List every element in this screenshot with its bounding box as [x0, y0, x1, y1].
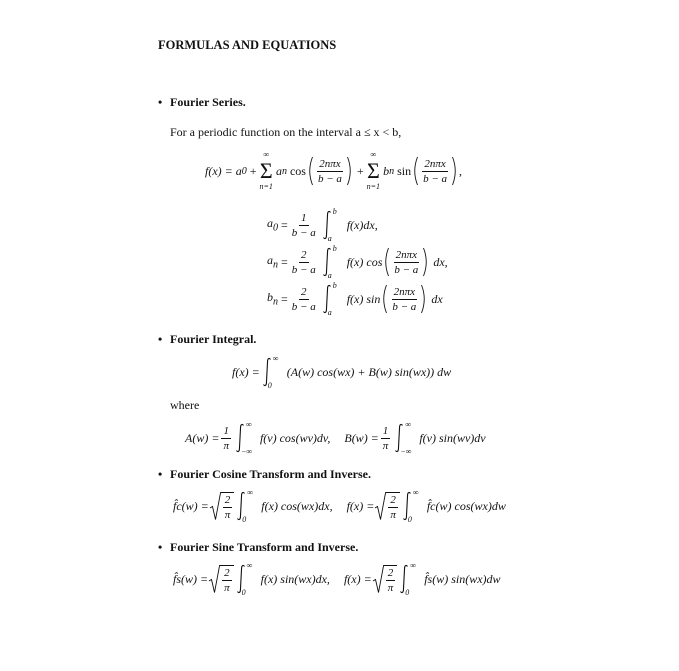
- integral-sign: [322, 244, 344, 280]
- lhs: f̂c(w) =: [173, 498, 209, 513]
- where-text: where: [170, 398, 200, 412]
- radical-icon: [208, 564, 220, 594]
- numerator: 2: [224, 567, 230, 579]
- subscript: n: [273, 259, 278, 271]
- equals: =: [281, 217, 288, 232]
- fraction: [290, 286, 318, 313]
- differential: dx,: [433, 254, 448, 269]
- plus: +: [356, 163, 364, 178]
- fraction: [421, 158, 449, 185]
- radical-icon: [374, 491, 386, 521]
- square-root: [208, 564, 234, 594]
- numerator: 2nπx: [424, 157, 446, 170]
- right-paren-glyph-icon: [422, 247, 430, 277]
- lower-limit: 0: [267, 381, 272, 390]
- square-root: [209, 491, 235, 521]
- numerator: 2nπx: [393, 285, 416, 298]
- lower-limit: a: [327, 271, 332, 280]
- equals: =: [281, 291, 288, 306]
- denominator: π: [387, 582, 394, 594]
- integrand: f̂s(w) sin(wx)dw: [424, 571, 501, 586]
- lower-limit: −∞: [400, 447, 412, 456]
- integrand: f(x) sin(wx)dx,: [260, 571, 330, 586]
- lower-limit: 0: [407, 515, 412, 524]
- radical-icon: [209, 491, 221, 521]
- integrand: f̂c(w) cos(wx)dw: [426, 498, 506, 513]
- upper-limit: b: [332, 207, 337, 216]
- upper-limit: ∞: [410, 561, 416, 570]
- integrand: f(v) sin(wv)dv: [419, 430, 486, 445]
- right-paren-icon: [451, 156, 459, 186]
- page-title: FORMULAS AND EQUATIONS: [158, 38, 337, 52]
- denominator: b − a: [394, 263, 419, 276]
- denominator: b − a: [392, 300, 417, 313]
- coef-a: a: [275, 163, 282, 178]
- numerator: 2nπx: [319, 157, 341, 170]
- lhs-var: a: [267, 216, 273, 231]
- subscript: n: [389, 165, 395, 177]
- numerator: 1: [382, 424, 389, 437]
- numerator: 2: [390, 494, 396, 506]
- fraction: [290, 249, 318, 276]
- upper-limit: ∞: [412, 488, 419, 497]
- equals: =: [281, 254, 288, 269]
- sine-transform-equations: [173, 561, 501, 597]
- denominator: b − a: [291, 300, 316, 313]
- sum-lower: n=1: [366, 182, 381, 191]
- lhs: A(w) =: [185, 430, 220, 445]
- integrand: f(x)dx,: [346, 217, 378, 232]
- denominator: b − a: [291, 226, 316, 239]
- denominator: π: [224, 582, 230, 594]
- comma: ,: [459, 163, 463, 178]
- section-heading: Fourier Integral.: [170, 332, 257, 346]
- fraction: [381, 425, 391, 452]
- fraction: [388, 494, 398, 521]
- square-root: [372, 564, 398, 594]
- numerator: 2: [301, 248, 307, 261]
- right-paren-glyph-icon: [420, 284, 428, 314]
- radical-icon: [372, 564, 384, 594]
- lhs: f(x) =: [346, 498, 375, 513]
- section-cosine-transform: • Fourier Cosine Transform and Inverse.: [158, 467, 371, 481]
- right-paren-icon: [422, 247, 430, 277]
- lhs: f̂s(w) =: [173, 571, 209, 586]
- sum-upper: ∞: [370, 150, 377, 159]
- lhs-var: b: [267, 290, 273, 305]
- left-paren-glyph-icon: [306, 156, 314, 186]
- upper-limit: ∞: [272, 354, 279, 363]
- square-root: [374, 491, 400, 521]
- integral-sign: [402, 488, 424, 524]
- subscript: n: [273, 296, 278, 308]
- integral-sign: [399, 561, 421, 597]
- a0-equation: [256, 207, 378, 243]
- denominator: π: [224, 509, 231, 521]
- an-equation: [256, 244, 448, 280]
- eq-lhs: f(x) = a: [205, 163, 242, 178]
- numerator: 2: [224, 494, 231, 506]
- lhs: [256, 290, 278, 307]
- upper-limit: b: [332, 244, 337, 253]
- subscript: 0: [273, 222, 278, 234]
- fraction: [221, 425, 231, 452]
- cosine-transform-equations: [173, 488, 506, 524]
- fraction: [392, 249, 420, 276]
- coefficient-equations: [185, 420, 486, 456]
- integrand: f(v) cos(wv)dv,: [259, 430, 331, 445]
- coef-b: b: [383, 163, 390, 178]
- fraction: [386, 567, 396, 594]
- section-heading: Fourier Cosine Transform and Inverse.: [170, 467, 371, 481]
- denominator: b − a: [423, 172, 448, 185]
- upper-limit: ∞: [405, 420, 412, 429]
- fraction: [222, 567, 232, 594]
- left-paren-glyph-icon: [380, 284, 388, 314]
- numerator: 2: [301, 285, 307, 298]
- section-heading: Fourier Series.: [170, 95, 246, 109]
- upper-limit: b: [332, 281, 337, 290]
- section-heading: Fourier Sine Transform and Inverse.: [170, 540, 359, 554]
- lower-limit: a: [327, 234, 332, 243]
- upper-limit: ∞: [247, 488, 253, 497]
- numerator: 1: [301, 211, 307, 224]
- numerator: 2: [387, 567, 394, 579]
- lhs-var: a: [267, 253, 273, 268]
- denominator: b − a: [317, 172, 342, 185]
- left-paren-icon: [382, 247, 390, 277]
- fourier-series-equation: [205, 150, 462, 192]
- lhs: [256, 253, 278, 270]
- lower-limit: 0: [242, 515, 247, 524]
- summation: [367, 150, 380, 192]
- section-fourier-integral: • Fourier Integral.: [158, 332, 257, 346]
- right-paren-icon: [346, 156, 354, 186]
- denominator: π: [382, 439, 389, 452]
- fraction: [290, 212, 318, 239]
- fourier-integral-equation: [232, 354, 452, 390]
- cos: cos: [289, 163, 306, 178]
- differential: dx: [431, 291, 443, 306]
- lhs: f(x) =: [343, 571, 372, 586]
- numerator: 2nπx: [395, 248, 418, 261]
- left-paren-glyph-icon: [382, 247, 390, 277]
- fraction: [223, 494, 233, 521]
- summation: [260, 150, 273, 192]
- integrand: f(x) cos(wx)dx,: [261, 498, 333, 513]
- subscript: 0: [241, 165, 247, 177]
- section-sine-transform: • Fourier Sine Transform and Inverse.: [158, 540, 359, 554]
- left-paren-glyph-icon: [411, 156, 419, 186]
- fraction: [390, 286, 418, 313]
- sigma-icon: Σ: [366, 158, 380, 183]
- lower-limit: −∞: [240, 447, 253, 456]
- right-paren-icon: [420, 284, 428, 314]
- integral-sign: [236, 561, 258, 597]
- upper-limit: ∞: [246, 561, 253, 570]
- sin: sin: [397, 163, 412, 178]
- denominator: π: [223, 439, 229, 452]
- sigma-icon: Σ: [259, 158, 273, 183]
- integral-sign: [322, 281, 344, 317]
- left-paren-icon: [306, 156, 314, 186]
- left-paren-icon: [380, 284, 388, 314]
- right-paren-glyph-icon: [451, 156, 459, 186]
- integral-sign: [322, 207, 344, 243]
- integral-sign: [262, 354, 284, 390]
- fraction: [316, 158, 344, 185]
- integrand: (A(w) cos(wx) + B(w) sin(wx)) dw: [286, 364, 452, 379]
- integral-sign: [236, 488, 258, 524]
- integral-sign: [394, 420, 416, 456]
- lower-limit: 0: [241, 588, 246, 597]
- lower-limit: 0: [405, 588, 410, 597]
- lhs: f(x) =: [232, 364, 260, 379]
- lhs: [256, 216, 278, 233]
- denominator: π: [390, 509, 396, 521]
- upper-limit: ∞: [245, 420, 252, 429]
- sum-lower: n=1: [259, 182, 273, 191]
- denominator: b − a: [291, 263, 316, 276]
- integrand: f(x) sin: [346, 291, 381, 306]
- right-paren-glyph-icon: [346, 156, 354, 186]
- bn-equation: [256, 281, 443, 317]
- plus: +: [249, 163, 257, 178]
- lhs: B(w) =: [344, 430, 379, 445]
- intro-text: For a periodic function on the interval a ≤ x < b,: [170, 125, 402, 139]
- integral-sign: [235, 420, 257, 456]
- section-fourier-series: • Fourier Series.: [158, 95, 246, 109]
- integrand: f(x) cos: [346, 254, 383, 269]
- left-paren-icon: [411, 156, 419, 186]
- lower-limit: a: [327, 308, 332, 317]
- sum-upper: ∞: [263, 150, 270, 159]
- subscript: n: [281, 165, 287, 177]
- numerator: 1: [223, 424, 229, 437]
